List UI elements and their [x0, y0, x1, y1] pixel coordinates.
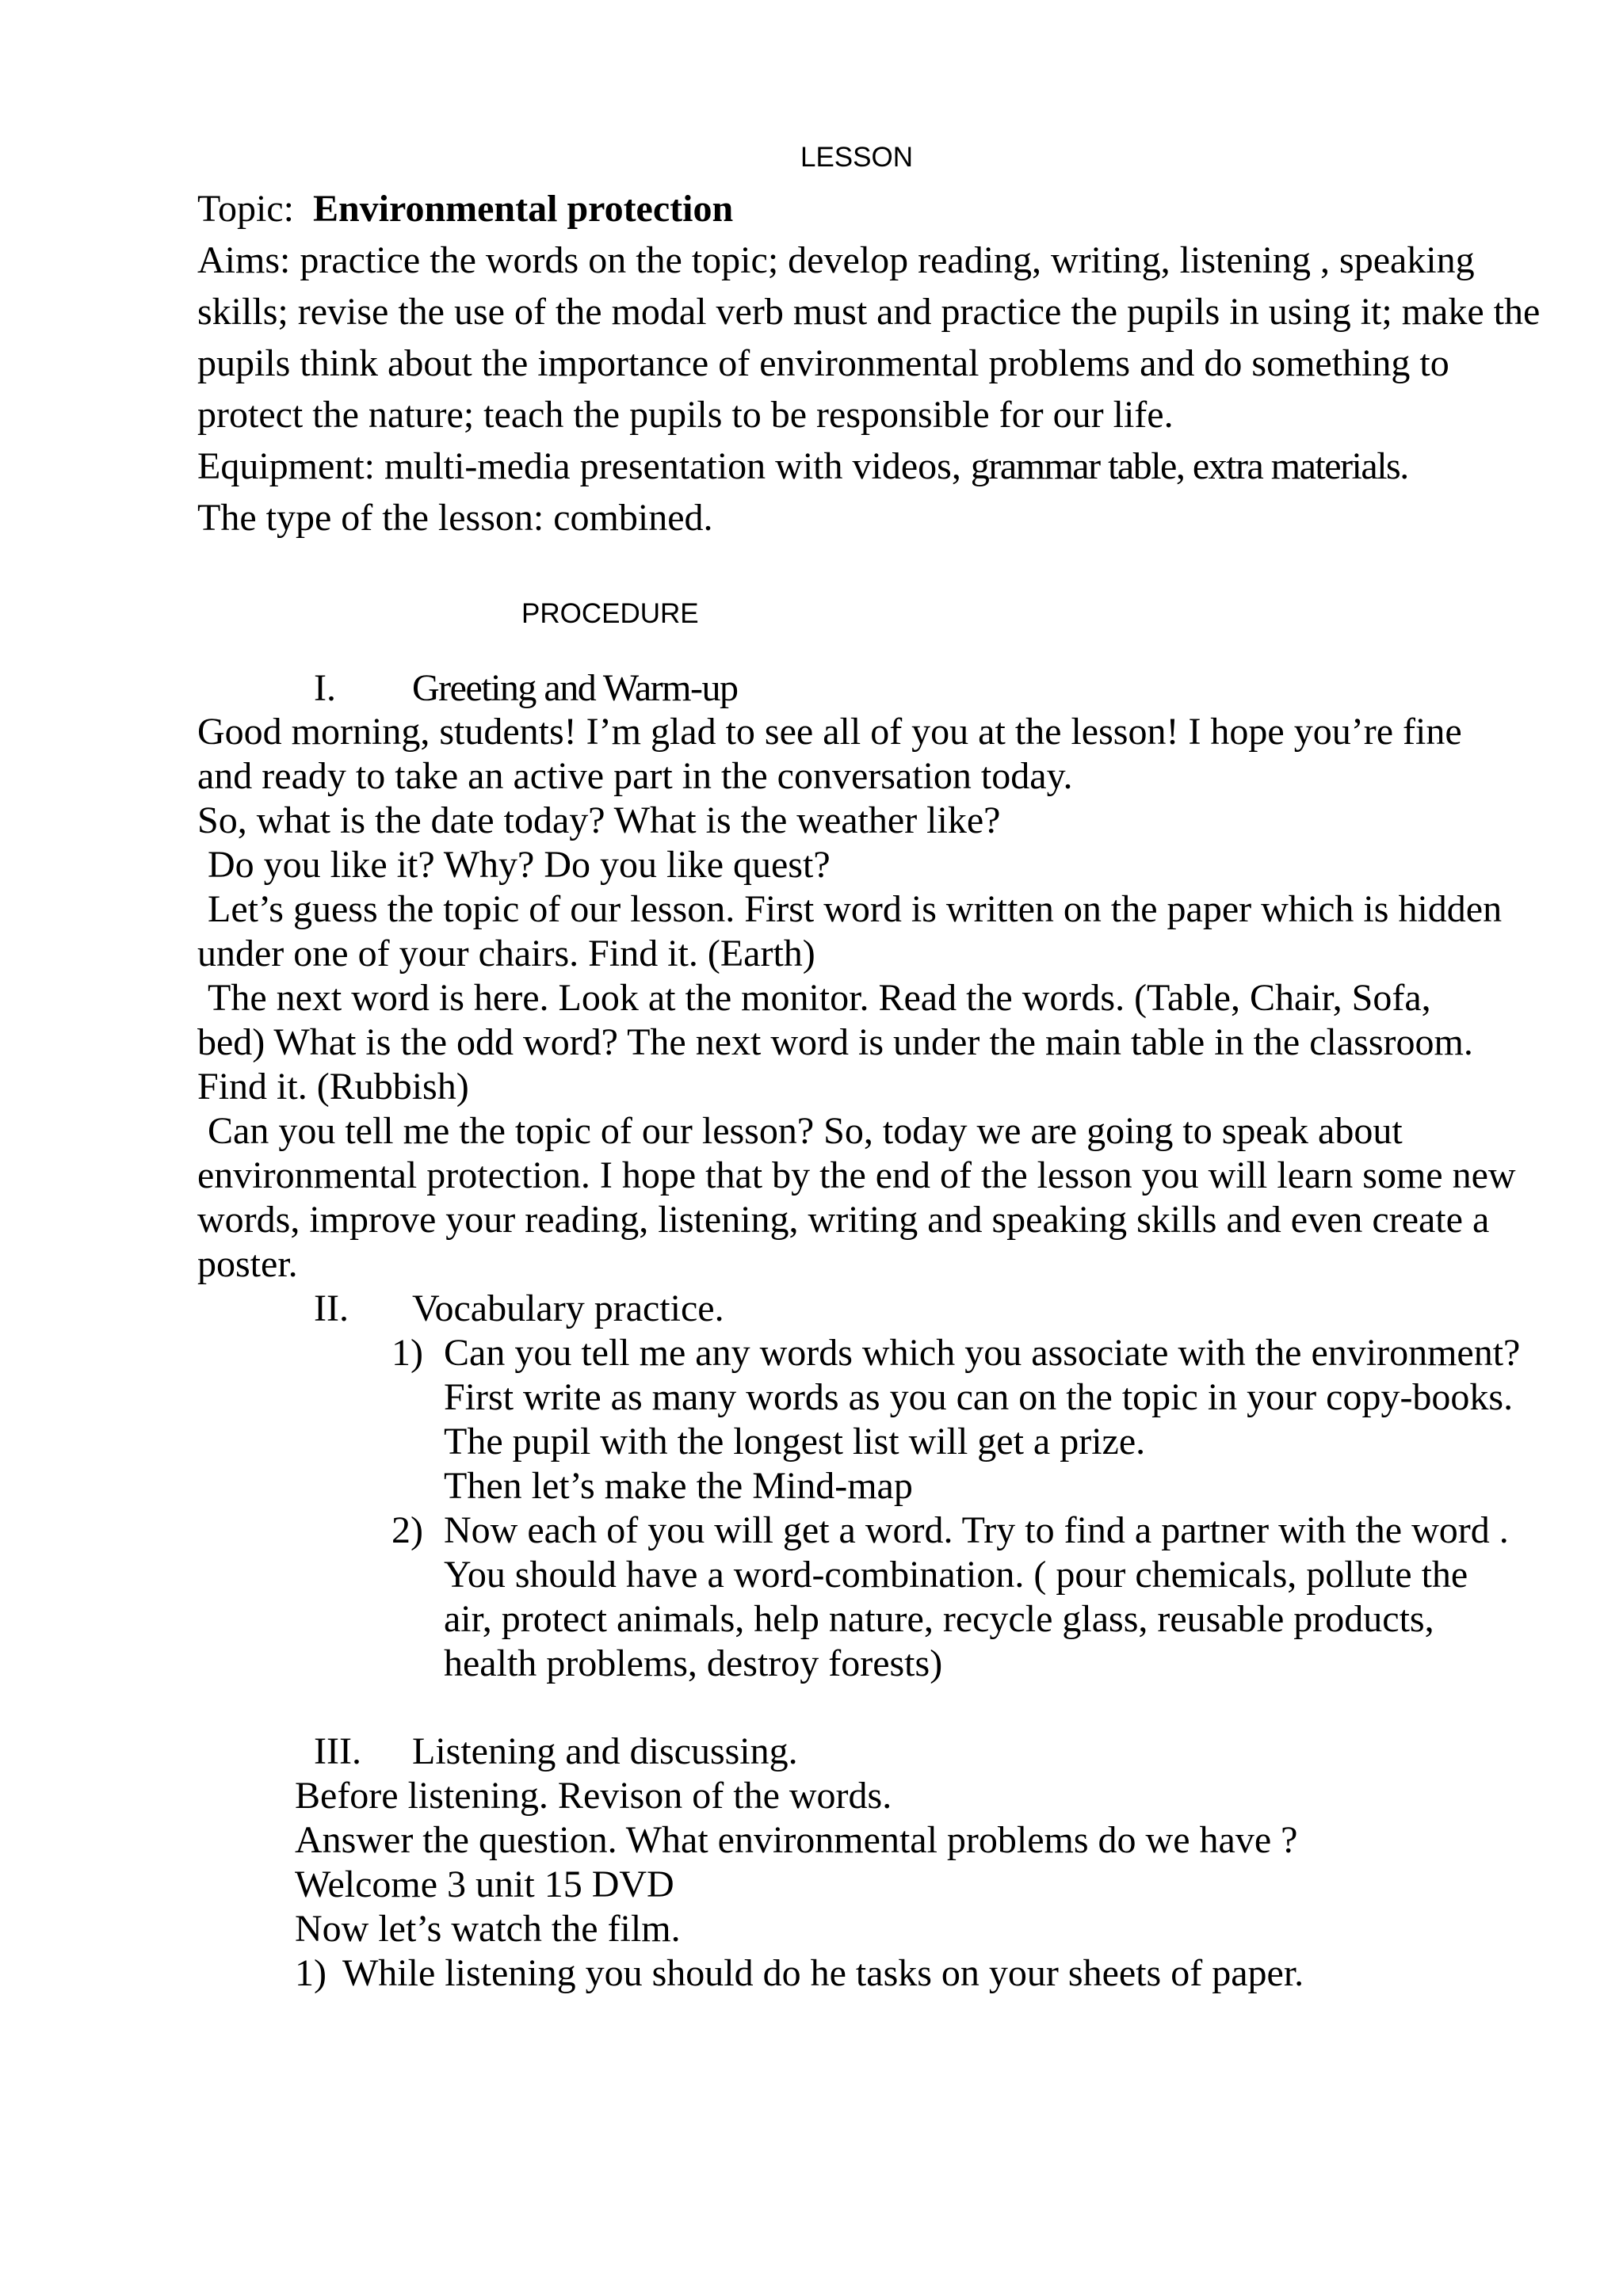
- list-item-line: First write as many words as you can on the topic in your copy-books.: [444, 1376, 1514, 1418]
- body-line: Answer the question. What environmental problems do we have ?: [295, 1819, 1298, 1861]
- body-line: So, what is the date today? What is the weather like?: [197, 799, 1001, 841]
- list-item-line: Can you tell me any words which you associate with the environment?: [444, 1332, 1521, 1374]
- list-item-line: While listening you should do he tasks on your sheets of paper.: [342, 1952, 1304, 1994]
- body-line: Do you like it? Why? Do you like quest?: [208, 844, 831, 886]
- body-line: Before listening. Revison of the words.: [295, 1775, 892, 1817]
- body-line: words, improve your reading, listening, writing and speaking skills and even create a: [197, 1199, 1490, 1241]
- list-number: 1): [391, 1332, 423, 1374]
- body-line: Find it. (Rubbish): [197, 1066, 469, 1108]
- section-title: Greeting and Warm-up: [412, 667, 738, 709]
- topic-line: [197, 187, 733, 231]
- lesson-type: The type of the lesson: combined.: [197, 497, 713, 539]
- section-title: Listening and discussing.: [412, 1730, 798, 1772]
- aims-line: pupils think about the importance of environmental problems and do something to: [197, 342, 1449, 384]
- body-line: Can you tell me the topic of our lesson? So, today we are going to speak about: [208, 1110, 1403, 1152]
- list-item-line: The pupil with the longest list will get a prize.: [444, 1421, 1146, 1463]
- body-line: Welcome 3 unit 15 DVD: [295, 1863, 674, 1905]
- body-line: poster.: [197, 1243, 298, 1285]
- list-item-line: air, protect animals, help nature, recycle glass, reusable products,: [444, 1598, 1434, 1640]
- list-number: 1): [295, 1952, 327, 1994]
- list-item-line: You should have a word-combination. ( pour chemicals, pollute the: [444, 1554, 1468, 1596]
- body-line: environmental protection. I hope that by the end of the lesson you will learn some new: [197, 1154, 1516, 1196]
- procedure-heading: PROCEDURE: [521, 598, 699, 629]
- list-item-line: Now each of you will get a word. Try to find a partner with the word .: [444, 1509, 1509, 1551]
- lesson-heading: LESSON: [800, 142, 913, 173]
- aims-line: Aims: practice the words on the topic; develop reading, writing, listening , speaking: [197, 239, 1475, 281]
- equipment-part1: Equipment: multi-media presentation with videos,: [197, 445, 961, 487]
- body-line: Good morning, students! I’m glad to see all of you at the lesson! I hope you’re fine: [197, 711, 1462, 753]
- aims-line: skills; revise the use of the modal verb must and practice the pupils in using it; make the: [197, 291, 1541, 333]
- body-line: Now let’s watch the film.: [295, 1908, 681, 1950]
- section-title: Vocabulary practice.: [412, 1287, 724, 1329]
- body-line: and ready to take an active part in the conversation today.: [197, 755, 1073, 797]
- topic-label: Topic:: [197, 188, 294, 230]
- body-line: The next word is here. Look at the monitor. Read the words. (Table, Chair, Sofa,: [208, 977, 1431, 1019]
- list-number: 2): [391, 1509, 423, 1551]
- body-line: bed) What is the odd word? The next word is under the main table in the classroom.: [197, 1021, 1473, 1063]
- body-line: under one of your chairs. Find it. (Earth): [197, 933, 815, 974]
- body-line: Let’s guess the topic of our lesson. First word is written on the paper which is hidden: [208, 888, 1503, 930]
- section-numeral: II.: [314, 1287, 349, 1329]
- equipment-part2: grammar table, extra materials.: [970, 445, 1408, 487]
- topic-value: Environmental protection: [312, 188, 734, 230]
- list-item-line: health problems, destroy forests): [444, 1642, 943, 1684]
- section-numeral: I.: [314, 667, 336, 709]
- aims-line: protect the nature; teach the pupils to be responsible for our life.: [197, 394, 1174, 436]
- section-numeral: III.: [314, 1730, 361, 1772]
- equipment-line: [197, 444, 1408, 489]
- list-item-line: Then let’s make the Mind-map: [444, 1465, 913, 1507]
